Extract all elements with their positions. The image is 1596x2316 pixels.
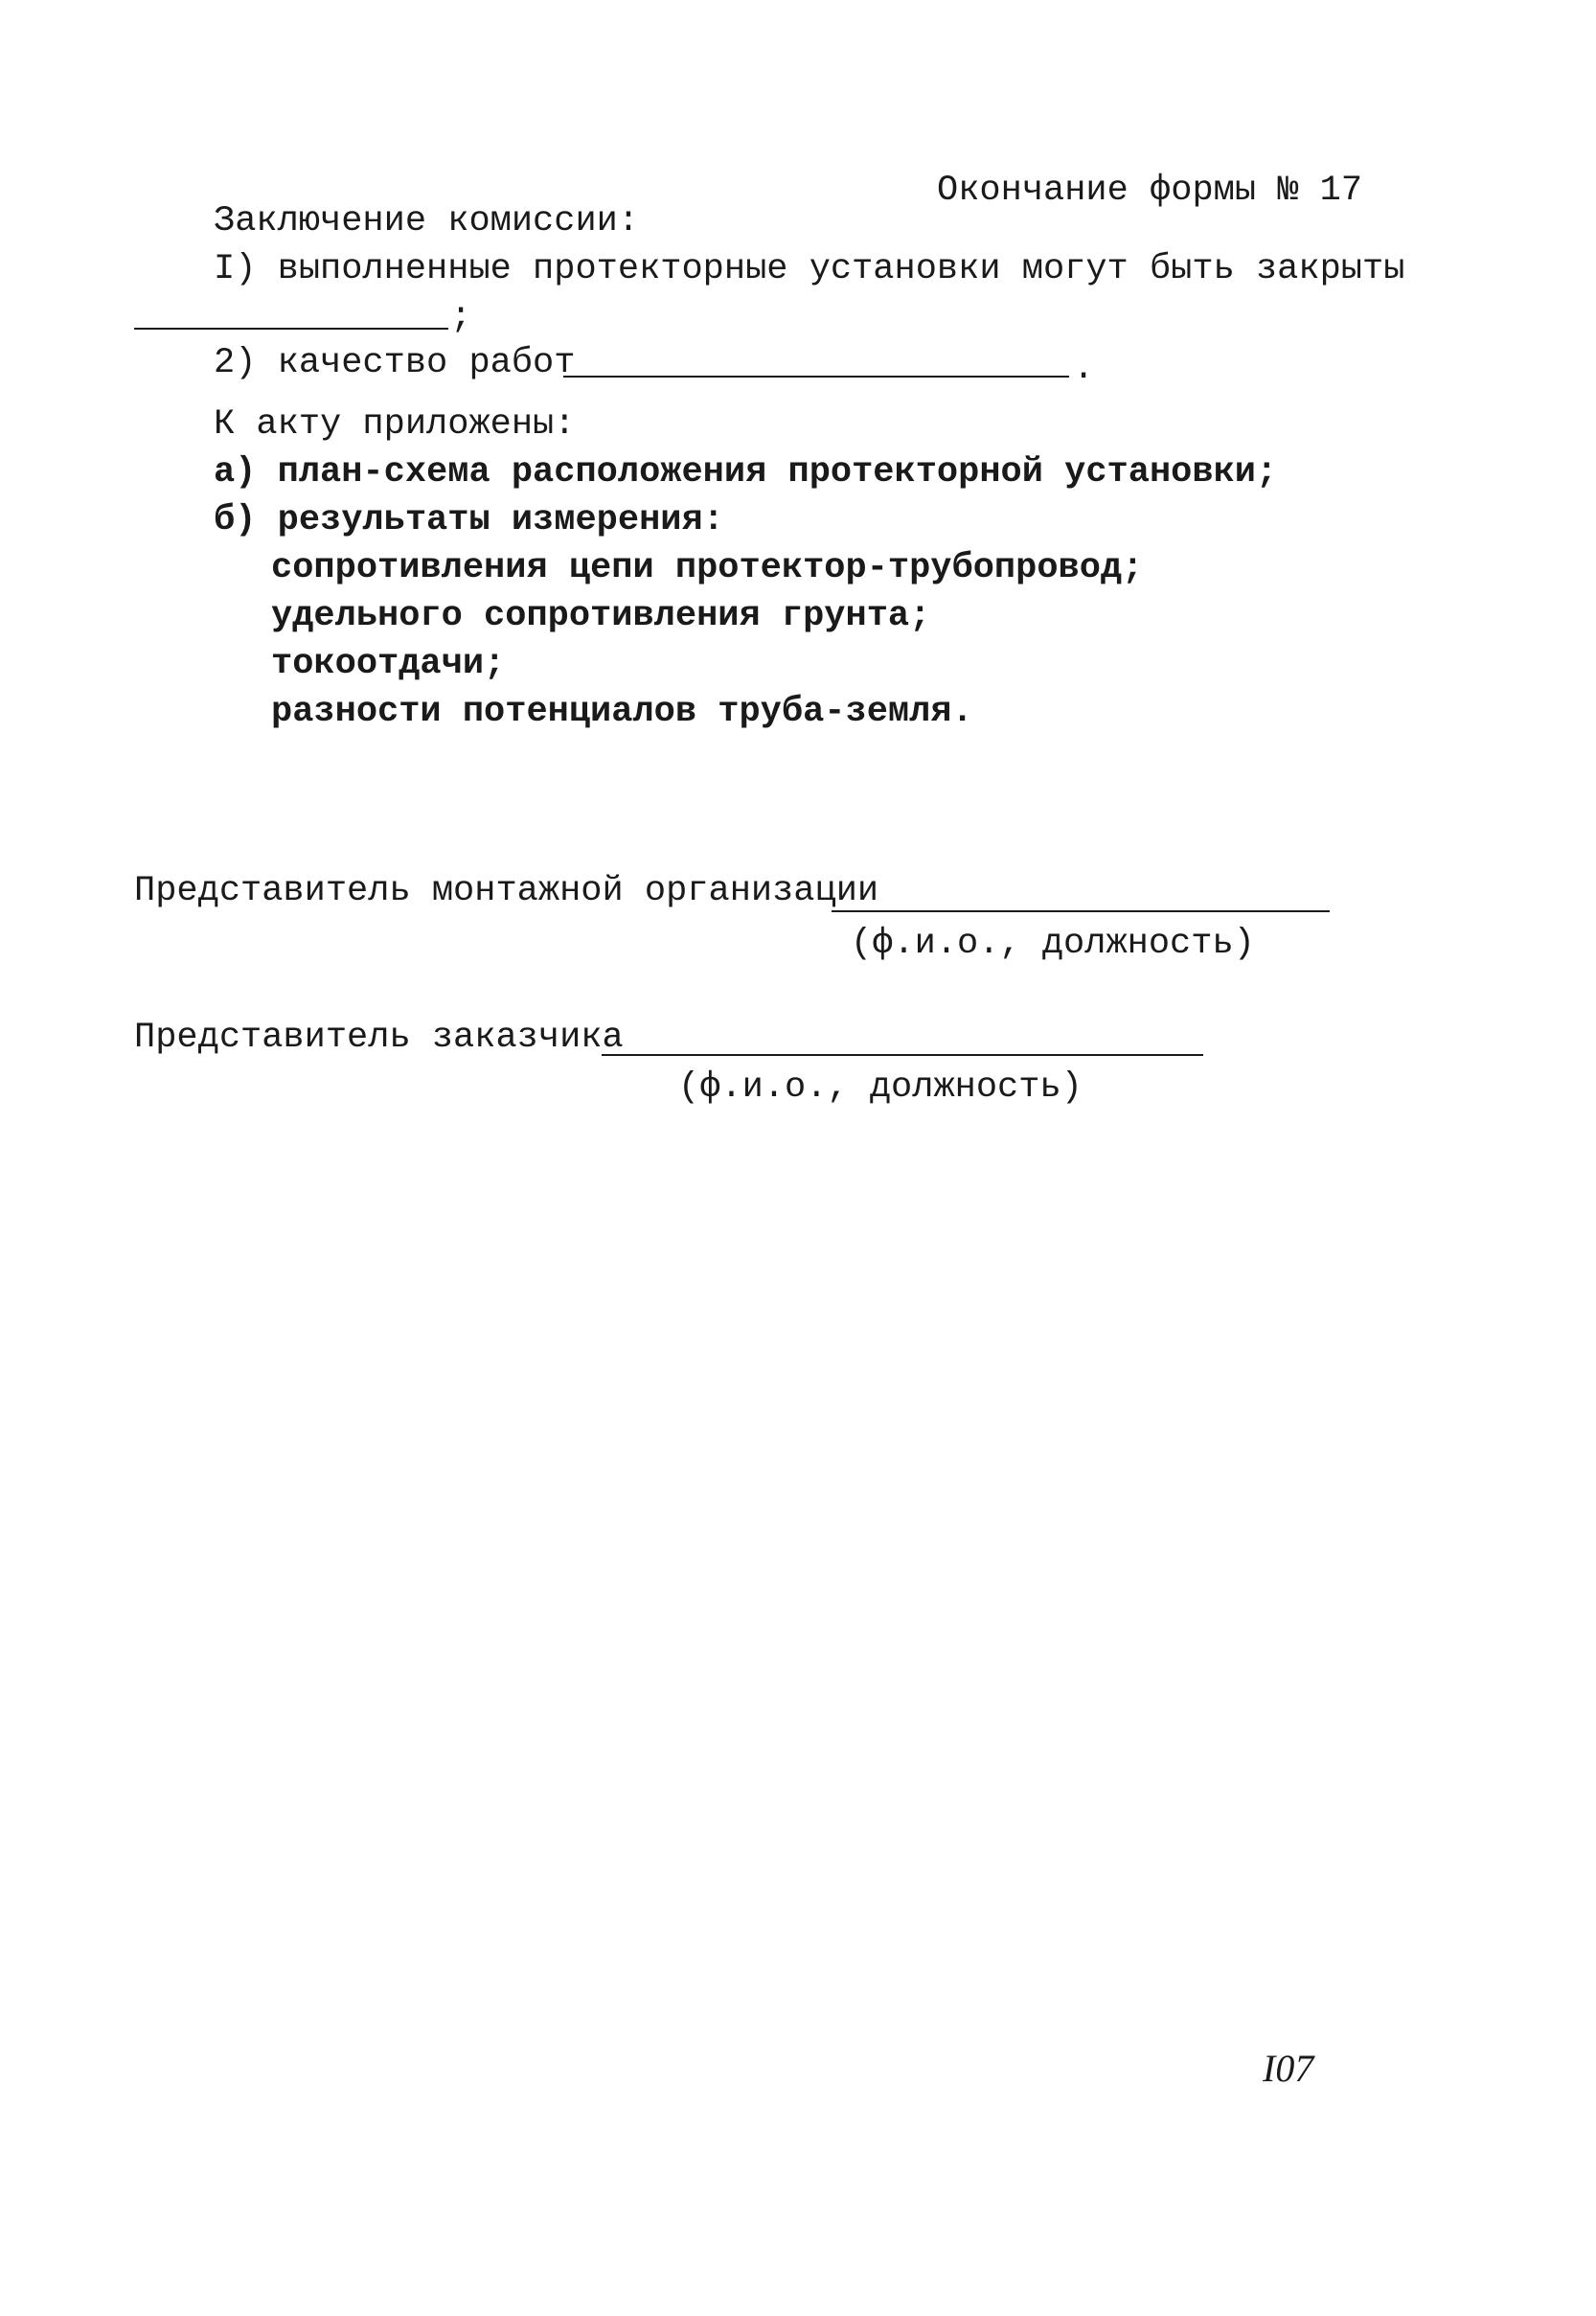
customer-signature-caption: (ф.и.о., должность) — [678, 1067, 1083, 1108]
fill-in-line-quality — [563, 376, 1069, 378]
measurement-item: токоотдачи; — [271, 644, 506, 684]
measurement-item: сопротивления цепи протектор-трубопровод; — [271, 548, 1144, 588]
conclusion-item-2: 2) качество работ — [214, 343, 576, 383]
conclusion-item-1: I) выполненные протекторные установки могут быть закрыты — [214, 249, 1405, 289]
attachments-heading: К акту приложены: — [214, 404, 576, 445]
fill-in-line-closure — [134, 328, 448, 330]
form-continuation-label: Окончание формы № 17 — [937, 171, 1363, 211]
conclusion-item-2-end: . — [1073, 349, 1095, 389]
installer-signature-line — [832, 910, 1330, 912]
measurement-item: удельного сопротивления грунта; — [271, 596, 931, 636]
customer-representative-label: Представитель заказчика — [134, 1018, 624, 1058]
attachment-item-a: а) план-схема расположения протекторной установки; — [214, 452, 1278, 493]
conclusion-item-1-end: ; — [450, 297, 472, 337]
measurement-item: разности потенциалов труба-земля. — [271, 692, 973, 732]
conclusion-heading: Заключение комиссии: — [214, 201, 640, 241]
page-number: I07 — [1263, 2047, 1314, 2090]
installer-signature-caption: (ф.и.о., должность) — [851, 924, 1255, 964]
attachment-item-b: б) результаты измерения: — [214, 500, 724, 540]
customer-signature-line — [602, 1054, 1203, 1056]
installer-representative-label: Представитель монтажной организации — [134, 871, 879, 911]
